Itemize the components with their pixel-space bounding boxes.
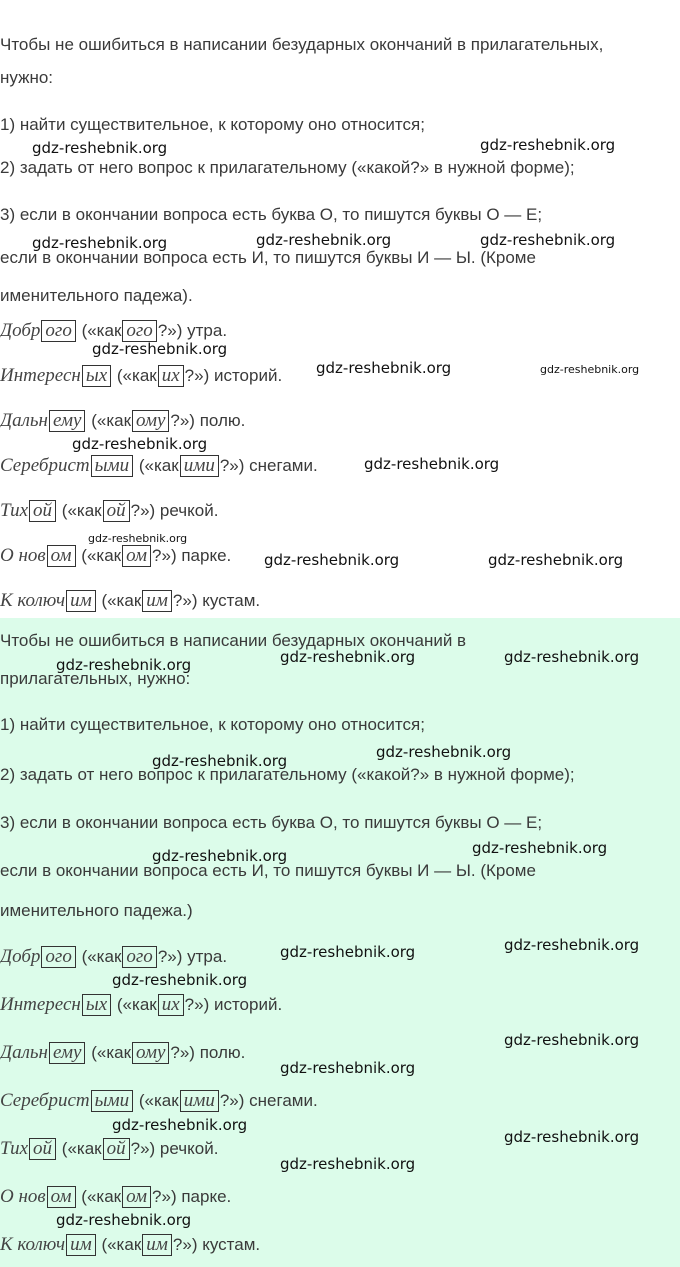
example-line bbox=[0, 1184, 231, 1210]
question-close: ?») bbox=[130, 501, 156, 520]
question-ending-box: ом bbox=[122, 1186, 151, 1208]
watermark-text: gdz-reshebnik.org bbox=[56, 1211, 192, 1229]
rule-line: 3) если в окончании вопроса есть буква О, то пишутся буквы О — Е; bbox=[0, 205, 543, 224]
rule-line: 2) задать от него вопрос к прилагательному («какой?» в нужной форме); bbox=[0, 765, 575, 784]
question-close: ?») bbox=[184, 366, 210, 385]
question-ending-box: ой bbox=[103, 500, 130, 522]
question-ending-box: ими bbox=[180, 1090, 219, 1112]
example-line bbox=[0, 1232, 260, 1258]
question-open: («как bbox=[81, 1187, 122, 1206]
rule-line: если в окончании вопроса есть И, то пишутся буквы И — Ы. (Кроме bbox=[0, 248, 536, 267]
word-stem: К колюч bbox=[0, 590, 66, 611]
word-stem: Серебрист bbox=[0, 1090, 90, 1111]
question-ending-box: ом bbox=[122, 545, 151, 567]
word-stem: Тих bbox=[0, 1138, 29, 1159]
ending-box: ему bbox=[49, 1042, 86, 1064]
watermark-text: gdz-reshebnik.org bbox=[316, 359, 452, 377]
rule-line: именительного падежа). bbox=[0, 286, 193, 305]
example-line bbox=[0, 1088, 318, 1114]
watermark-text: gdz-reshebnik.org bbox=[376, 743, 512, 761]
rule-line: прилагательных, нужно: bbox=[0, 669, 191, 688]
ending-box: ых bbox=[82, 365, 111, 387]
watermark-text: gdz-reshebnik.org bbox=[112, 971, 248, 989]
rule-line: 2) задать от него вопрос к прилагательному («какой?» в нужной форме); bbox=[0, 158, 575, 177]
noun: кустам. bbox=[202, 1235, 261, 1254]
noun: историй. bbox=[213, 366, 283, 385]
question-open: («как bbox=[91, 411, 132, 430]
word-stem: Интересн bbox=[0, 994, 81, 1015]
question-close: ?») bbox=[157, 947, 183, 966]
question-open: («как bbox=[81, 947, 122, 966]
question-open: («как bbox=[138, 1091, 179, 1110]
example-line bbox=[0, 543, 231, 569]
rule-line: именительного падежа.) bbox=[0, 901, 193, 920]
solution-section-1 bbox=[0, 0, 680, 618]
noun: полю. bbox=[199, 411, 246, 430]
question-close: ?») bbox=[184, 995, 210, 1014]
watermark-text: gdz-reshebnik.org bbox=[280, 1155, 416, 1173]
noun: утра. bbox=[187, 947, 228, 966]
noun: полю. bbox=[199, 1043, 246, 1062]
watermark-text: gdz-reshebnik.org bbox=[72, 435, 208, 453]
noun: утра. bbox=[187, 321, 228, 340]
ending-box: ого bbox=[41, 946, 75, 968]
example-line bbox=[0, 363, 282, 389]
watermark-text: gdz-reshebnik.org bbox=[152, 847, 288, 865]
rule-line: Чтобы не ошибиться в написании безударных окончаний в bbox=[0, 631, 467, 650]
question-close: ?») bbox=[172, 1235, 198, 1254]
noun: парке. bbox=[181, 1187, 232, 1206]
question-close: ?») bbox=[130, 1139, 156, 1158]
noun: кустам. bbox=[202, 591, 261, 610]
watermark-text: gdz-reshebnik.org bbox=[472, 839, 608, 857]
watermark-text: gdz-reshebnik.org bbox=[88, 532, 188, 545]
word-stem: Интересн bbox=[0, 365, 81, 386]
question-open: («как bbox=[91, 1043, 132, 1062]
question-open: («как bbox=[61, 501, 102, 520]
word-stem: О нов bbox=[0, 545, 46, 566]
ending-box: им bbox=[66, 590, 96, 612]
noun: снегами. bbox=[249, 456, 318, 475]
question-close: ?») bbox=[219, 1091, 245, 1110]
watermark-text: gdz-reshebnik.org bbox=[264, 551, 400, 569]
question-ending-box: им bbox=[142, 590, 172, 612]
word-stem: Добр bbox=[0, 320, 41, 341]
example-line bbox=[0, 498, 218, 524]
watermark-text: gdz-reshebnik.org bbox=[504, 1128, 640, 1146]
watermark-text: gdz-reshebnik.org bbox=[364, 455, 500, 473]
rule-line: Чтобы не ошибиться в написании безударных окончаний в прилагательных, bbox=[0, 35, 604, 54]
question-ending-box: ому bbox=[132, 1042, 169, 1064]
watermark-text: gdz-reshebnik.org bbox=[92, 340, 228, 358]
noun: снегами. bbox=[249, 1091, 318, 1110]
question-ending-box: их bbox=[158, 994, 184, 1016]
example-line bbox=[0, 992, 282, 1018]
ending-box: ему bbox=[49, 410, 86, 432]
ending-box: ом bbox=[47, 545, 76, 567]
example-line bbox=[0, 588, 260, 614]
question-open: («как bbox=[101, 591, 142, 610]
ending-box: ой bbox=[29, 1138, 56, 1160]
noun: речкой. bbox=[159, 501, 219, 520]
rule-line: 1) найти существительное, к которому оно относится; bbox=[0, 115, 425, 134]
noun: историй. bbox=[213, 995, 283, 1014]
rule-line: если в окончании вопроса есть И, то пишутся буквы И — Ы. (Кроме bbox=[0, 861, 536, 880]
ending-box: ой bbox=[29, 500, 56, 522]
question-ending-box: ого bbox=[122, 946, 156, 968]
example-line bbox=[0, 453, 318, 479]
watermark-text: gdz-reshebnik.org bbox=[280, 648, 416, 666]
watermark-text: gdz-reshebnik.org bbox=[540, 363, 640, 376]
watermark-text: gdz-reshebnik.org bbox=[32, 234, 168, 252]
word-stem: Серебрист bbox=[0, 455, 90, 476]
watermark-text: gdz-reshebnik.org bbox=[504, 1031, 640, 1049]
word-stem: О нов bbox=[0, 1186, 46, 1207]
example-line bbox=[0, 1040, 245, 1066]
watermark-text: gdz-reshebnik.org bbox=[504, 648, 640, 666]
word-stem: Тих bbox=[0, 500, 29, 521]
question-open: («как bbox=[116, 366, 157, 385]
ending-box: ых bbox=[82, 994, 111, 1016]
word-stem: К колюч bbox=[0, 1234, 66, 1255]
watermark-text: gdz-reshebnik.org bbox=[488, 551, 624, 569]
watermark-text: gdz-reshebnik.org bbox=[504, 936, 640, 954]
question-open: («как bbox=[116, 995, 157, 1014]
watermark-text: gdz-reshebnik.org bbox=[280, 943, 416, 961]
question-ending-box: им bbox=[142, 1234, 172, 1256]
example-line bbox=[0, 408, 245, 434]
question-open: («как bbox=[81, 321, 122, 340]
watermark-text: gdz-reshebnik.org bbox=[256, 231, 392, 249]
question-open: («как bbox=[81, 546, 122, 565]
question-close: ?») bbox=[152, 546, 177, 565]
word-stem: Дальн bbox=[0, 410, 48, 431]
noun: речкой. bbox=[159, 1139, 219, 1158]
word-stem: Дальн bbox=[0, 1042, 48, 1063]
question-ending-box: ими bbox=[180, 455, 219, 477]
rule-line: 3) если в окончании вопроса есть буква О, то пишутся буквы О — Е; bbox=[0, 813, 543, 832]
question-close: ?») bbox=[219, 456, 245, 475]
example-line bbox=[0, 944, 227, 970]
ending-box: ого bbox=[41, 320, 75, 342]
watermark-text: gdz-reshebnik.org bbox=[480, 136, 616, 154]
watermark-text: gdz-reshebnik.org bbox=[56, 656, 192, 674]
watermark-text: gdz-reshebnik.org bbox=[480, 231, 616, 249]
question-open: («как bbox=[138, 456, 179, 475]
word-stem: Добр bbox=[0, 946, 41, 967]
question-close: ?») bbox=[152, 1187, 177, 1206]
question-close: ?») bbox=[170, 411, 195, 430]
ending-box: ыми bbox=[91, 455, 134, 477]
ending-box: ом bbox=[47, 1186, 76, 1208]
question-close: ?») bbox=[170, 1043, 195, 1062]
watermark-text: gdz-reshebnik.org bbox=[152, 752, 288, 770]
question-open: («как bbox=[101, 1235, 142, 1254]
question-close: ?») bbox=[157, 321, 183, 340]
rule-line: нужно: bbox=[0, 68, 54, 87]
question-open: («как bbox=[61, 1139, 102, 1158]
ending-box: им bbox=[66, 1234, 96, 1256]
question-close: ?») bbox=[172, 591, 198, 610]
rule-line: 1) найти существительное, к которому оно относится; bbox=[0, 715, 425, 734]
ending-box: ыми bbox=[91, 1090, 134, 1112]
example-line bbox=[0, 1136, 218, 1162]
question-ending-box: их bbox=[158, 365, 184, 387]
question-ending-box: ой bbox=[103, 1138, 130, 1160]
question-ending-box: ому bbox=[132, 410, 169, 432]
watermark-text: gdz-reshebnik.org bbox=[112, 1116, 248, 1134]
noun: парке. bbox=[181, 546, 232, 565]
watermark-text: gdz-reshebnik.org bbox=[32, 139, 168, 157]
question-ending-box: ого bbox=[122, 320, 156, 342]
watermark-text: gdz-reshebnik.org bbox=[280, 1059, 416, 1077]
